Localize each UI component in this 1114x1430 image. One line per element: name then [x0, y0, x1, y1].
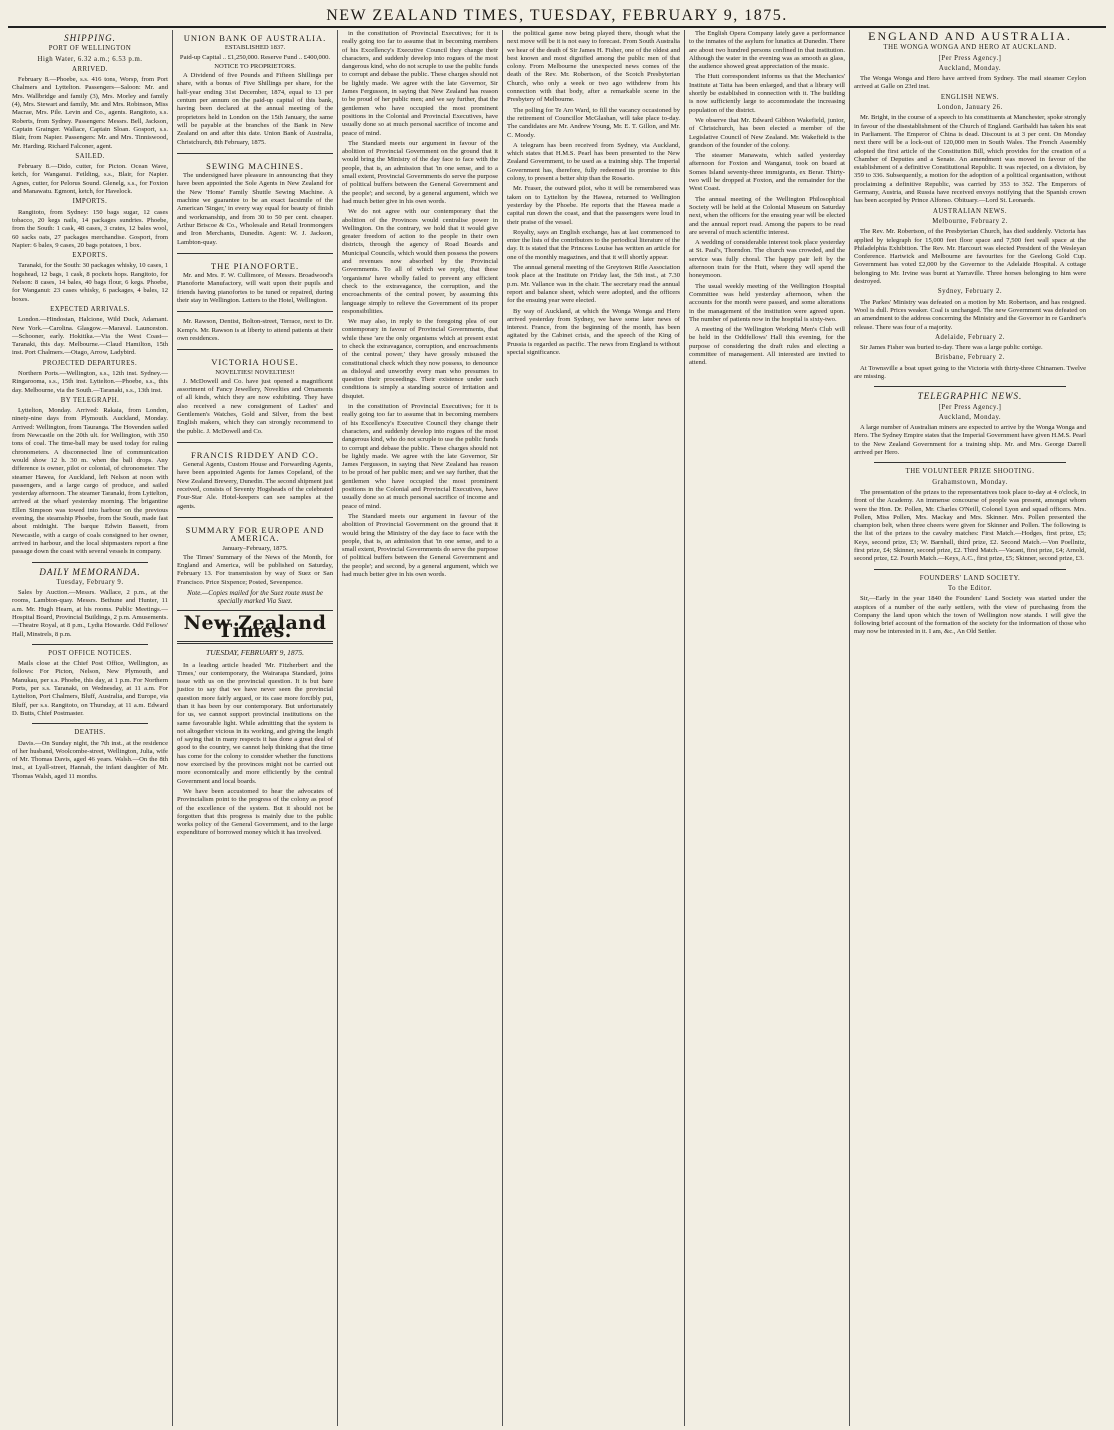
column-3: [338, 30, 503, 1426]
sewing-machines-ad: [177, 158, 333, 254]
victoria-house-title: VICTORIA HOUSE.: [211, 357, 299, 368]
founders-text: Sir,—Early in the year 1840 the Founders' Land Society was started under the auspices of a number of the early settlers, with the view of purchasing from the Company the land upon which the town of Wellington now stands. I will give the following brief account of the formation of the society for the information of those who may now be interested in it. I am, &c., An Old Settler.: [854, 595, 1086, 636]
dentist-ad: [177, 316, 333, 350]
column-2: [173, 30, 338, 1426]
england-australia-heading: ENGLAND AND AUSTRALIA.: [868, 30, 1072, 43]
port-heading: PORT OF WELLINGTON: [48, 45, 132, 53]
volunteer-heading: THE VOLUNTEER PRIZE SHOOTING.: [905, 468, 1035, 476]
melbourne-dateline: Melbourne, February 2.: [932, 217, 1008, 225]
leader-paragraph: We have been accustomed to hear the advocates of Provincialism point to the progress of the colony as proof of the excellence of the system. But it should not be forgotten that this progress is mainly due to the public works policy of the General Government, and to the large expenditure of borrowed money which it has involved.: [177, 787, 333, 837]
sewing-machines-text: The undersigned have pleasure in announcing that they have been appointed the Sole Agents in New Zealand for the New 'Home' Family Shuttle Sewing Machine. A machine we guarantee to be an exact facsimile of the American 'Singer,' in every way equal for beauty of finish and workmanship, and from 30 to 50 per cent. cheaper. Arthur Briscoe & Co., Wholesale and Retail Ironmongers and Iron Merchants, Dunedin. Agent: W. J. Jackson, Lambton-quay.: [177, 172, 333, 246]
union-bank-notice: NOTICE TO PROPRIETORS.: [214, 62, 296, 70]
wonga-text: The Wonga Wonga and Hero have arrived from Sydney. The mail steamer Ceylon arrived at Galle on 23rd inst.: [854, 75, 1086, 91]
news-paragraph: By way of Auckland, at which the Wonga Wonga and Hero arrived yesterday from Sydney, we have some later news of interest. France, from the beginning of the month, has been agitated by the Cabinet crisis, and the speech of the King of Prussia is regarded as pacific. The news from England is without special significance.: [507, 307, 680, 356]
high-water: High Water, 6.32 a.m.; 6.53 p.m.: [37, 55, 143, 63]
columns: [8, 30, 1106, 1426]
summary-sub: January–February, 1875.: [222, 544, 288, 552]
news-paragraph: The annual general meeting of the Greytown Rifle Association took place at the Institute on Friday last, the 5th inst., at 7.30 p.m. Mr. Vallance was in the chair. The secretary read the annual report and balance sheet, which were adopted, and the officers for the ensuing year were elected.: [507, 264, 680, 305]
masthead: NEW ZEALAND TIMES, TUESDAY, FEBRUARY 9, 1875.: [8, 6, 1106, 28]
divider: [874, 569, 1066, 570]
union-bank-established: ESTABLISHED 1837.: [224, 44, 286, 52]
australian-news-heading: AUSTRALIAN NEWS.: [932, 207, 1008, 215]
adelaide-dateline: Adelaide, February 2.: [935, 333, 1005, 341]
divider: [32, 723, 148, 724]
imports-heading: IMPORTS.: [72, 198, 108, 206]
arrived-heading: ARRIVED.: [72, 65, 108, 73]
news-paragraph: The Hutt correspondent informs us that the Mechanics' Institute at Taita has been enlarged, and that a library will shortly be established in connection with it. The building is now sufficiently large to accommodate the increasing population of the district.: [689, 73, 845, 114]
exports-heading: EXPORTS.: [72, 252, 108, 260]
article-paragraph: in the constitution of Provincial Executives; for it is really going too far to assume that in becoming members of his Excellency's Executive Council they change their characters, and suddenly develop into rogues of the most dangerous kind, who do not scruple to use the public funds to corrupt and debase the public. These charges should not be lightly made. We agree with the late Governor, Sir James Fergusson, in saying that New Zealand has reason to be proud of her public men; and we say further, that the gentlemen who have occupied the most prominent positions in the Colonial and Provincial Executives, have usually done so at much personal sacrifice of income and peace of mind.: [342, 403, 498, 510]
divider: [32, 562, 148, 563]
english-news-text: Mr. Bright, in the course of a speech to his constituents at Manchester, spoke strongly in favour of the disestablishment of the Church of England. Garibaldi has taken his seat in Parliament. The Emperor of China is dead. Discount is at 3 per cent. On Monday next there will be a lock-out of 120,000 men in South Wales. The French Assembly adopted the first article of the Constitution Bill, which provides for the creation of a Chamber of Deputies and a Senate. An amendment was moved in favour of the establishment of a definitive Constitutional Republic. It was rejected, on a division, by 359 to 336. Subsequently, a motion for the adoption of a political organisation, without proclaiming a definitive Republic, was carried by 353 to 352. The Emperors of Germany, Austria, and Russia have received envoys notifying that the Spanish crown has been accepted by Prince Alfonso. Obituary.—Lord St. Leonards.: [854, 114, 1086, 205]
news-paragraph: The English Opera Company lately gave a performance to the inmates of the asylum for lunatics at Dunedin. There are about two hundred persons confined in that institution. Although the water in the evening was as smooth as glass, the audience showed great appreciation of the music.: [689, 30, 845, 71]
divider: [32, 644, 148, 645]
deaths-heading: DEATHS.: [74, 729, 106, 737]
volunteer-text: The presentation of the prizes to the representatives took place to-day at 4 o'clock, in front of the Academy. An immense concourse of people was present, amongst whom were the Hon. Dr. Pollen, Mr. Charles O'Neill, Colonel Lyon and squad officers. Mrs. Pollen, Miss Pollen, Mrs. Mackay and Mrs. Skinner. Mrs. Pollen presented the champion belt, when three cheers were given for Skinner and Pollen. The following is the list of the prizes to the cavalry matches: First Match.—Hodges, first prize, £5; Keys, second prize, £3; W. Barnhall, third prize, £2. Second Match.—Von Poellnitz, first prize, £4; Skinner, second prize, £2. Third Match.—Vacant, first prize, £4; Arnold, second prize, £2. Fourth Match.—Keys, A.C., first prize, £5; Skinner, second prize, £3.: [854, 488, 1086, 563]
wonga-heading: THE WONGA WONGA AND HERO AT AUCKLAND.: [883, 44, 1057, 52]
article-paragraph: in the constitution of Provincial Executives; for it is really going too far to assume that in becoming members of his Excellency's Executive Council they change their characters, and suddenly develop into rogues of the most dangerous kind, who do not scruple to use the public funds to corrupt and debase the public. These charges should not be lightly made. We agree with the late Governor, Sir James Fergusson, in saying that New Zealand has reason to be proud of her public men; and we say further, that the gentlemen who have occupied the most prominent positions in the Colonial and Provincial Executives, have usually done so at much personal sacrifice of income and peace of mind.: [342, 30, 498, 137]
column-6: [850, 30, 1090, 1426]
news-paragraph: The steamer Manawatu, which sailed yesterday afternoon for Foxton and Wanganui, took on board at Somes Island seventy-three immigrants, ex Berar. Thirty-two will be dropped at Foxton, and the remainder for the West Coast.: [689, 152, 845, 193]
news-paragraph: Royalty, says an English exchange, has at last commenced to enter the lists of the contributors to the periodical literature of the day. It is stated that the Princess Louise has written an article for one of the monthly magazines, and that it will shortly appear.: [507, 228, 680, 261]
deaths-text: Davis.—On Sunday night, the 7th inst., at the residence of her husband, Woolcombe-street, Wellington, Julia, wife of Mr. Thomas Davis, aged 46 years. Walsh.—On the 8th inst., at Lyall-street, Hannah, the infant daughter of Mr. Thomas Walsh, aged 11 months.: [12, 739, 168, 780]
pianoforte-text: Mr. and Mrs. F. W. Cullimore, of Messrs. Broadwood's Pianoforte Manufactory, will wait upon their pupils and friends having pianofortes to be tuned or repaired, during their stay in Wellington. Letters to the Hotel, Wellington.: [177, 272, 333, 305]
news-paragraph: The polling for Te Aro Ward, to fill the vacancy occasioned by the retirement of Councillor McGlashan, will take place to-day. The candidates are Mr. Andrew Young, Mr. E. T. Gillon, and Mr. C. Moody.: [507, 106, 680, 139]
divider: [874, 462, 1066, 463]
brisbane-text: At Townsville a boat upset going to the Victoria with thirty-three Chinamen. Twelve are missing.: [854, 364, 1086, 380]
founders-heading: FOUNDERS' LAND SOCIETY.: [919, 574, 1021, 582]
news-paragraph: A wedding of considerable interest took place yesterday at St. Paul's, Thorndon. The church was crowded, and the service was fully choral. The happy pair left by the afternoon train for the Hutt, where they will spend the honeymoon.: [689, 239, 845, 280]
english-news-heading: ENGLISH NEWS.: [940, 93, 1000, 101]
nameplate: New Zealand Times.: [183, 611, 327, 642]
leader-dateline: TUESDAY, FEBRUARY 9, 1875.: [206, 648, 304, 658]
imports-text: Rangitoto, from Sydney: 150 bags sugar, 12 cases tobacco, 20 kegs nails, 14 packages sundries. Phoebe, from the South: 1 cask, 48 cases, 3 crates, 12 bales wool, 60 sacks oats, 27 packages merchandise. Gosport, from Napier: 6 bales, 9 cases, 20 bags potatoes, 1 box.: [12, 208, 168, 249]
memoranda-heading: DAILY MEMORANDA.: [39, 566, 141, 577]
memoranda-date: Tuesday, February 9.: [56, 578, 124, 586]
article-paragraph: We may also, in reply to the foregoing plea of our contemporary in favour of Provincial Governments, that while these 'are the only organisms which at present exist to check the extravagance, corruption, and encroachments of the central power,' they have grossly misused the constitutional check which they now possess, to denounce as disloyal and unworthy every man who presumes to question their proceedings. Their existence under such conditions is simply a standing source of irritation and disquiet.: [342, 318, 498, 400]
adelaide-text: Sir James Fisher was buried to-day. There was a large public cortège.: [860, 344, 1043, 352]
volunteer-dateline: Grahamstown, Monday.: [932, 478, 1008, 486]
news-paragraph: A telegram has been received from Sydney, via Auckland, which states that H.M.S. Pearl has been presented to the New Zealand Government, to be used as a training ship. The Imperial Government has, therefore, fully redeemed its promise to this colony, to present a better ship than the Rosario.: [507, 141, 680, 183]
victoria-house-sub: NOVELTIES! NOVELTIES!!: [215, 368, 295, 376]
column-4: [503, 30, 685, 1426]
press-agency: [Per Press Agency.]: [938, 54, 1002, 62]
australian-news-text: The Rev. Mr. Robertson, of the Presbyterian Church, has died suddenly. Victoria has applied by telegraph for 15,000 feet floor space and 7,500 feet wall space at the Philadelphia Exhibition. The Rev. Mr. Harcourt was elected President of the Wesleyan Conference. Hartwick and Melbourne are favourites for the Geelong Gold Cup. Government has voted £2,000 by the Governor to the Adelaide Hospital. A cottage belonging to Mr. Irvine was burnt at Yarraville. Three horses belonging to him were destroyed.: [854, 228, 1086, 286]
sailed-text: February 8.—Dido, cutter, for Picton. Ocean Wave, ketch, for Wanganui. Feilding, s.s., Blair, for Napier. Agnes, cutter, for Pelorus Sound. Glenelg, s.s., for Foxton and Manawatu. Egmont, ketch, for Havelock.: [12, 163, 168, 196]
telegraphic-news-heading: TELEGRAPHIC NEWS.: [917, 391, 1023, 402]
projected-text: Northern Ports.—Wellington, s.s., 12th inst. Sydney.—Ringarooma, s.s., 15th inst. Lyttelton.—Phoebe, s.s., this day. Melbourne, via the South.—Taranaki, s.s., 13th inst.: [12, 369, 168, 394]
news-paragraph: Mr. Fraser, the outward pilot, who it will be remembered was taken on to Lyttelton by the Hawea, returned to Wellington yesterday by the Phoebe. He reports that the Hawea made a capital run down the coast, and that the passengers were loud in their praise of the vessel.: [507, 185, 680, 226]
auckland-dateline: Auckland, Monday.: [938, 64, 1002, 72]
news-paragraph: The usual weekly meeting of the Wellington Hospital Committee was held yesterday afternoon, when the accounts for the month were passed, and some alterations in the management of the institution were agreed upon. The number of patients now in the hospital is sixty-two.: [689, 282, 845, 323]
tele-auckland-dateline: Auckland, Monday.: [938, 413, 1002, 421]
pianoforte-title: THE PIANOFORTE.: [210, 260, 300, 271]
divider: [874, 386, 1066, 387]
article-paragraph: We do not agree with our contemporary that the abolition of the Provinces would centralise power in Wellington. On the contrary, we hold that it would give greater freedom of action to the people in their own districts, through the agency of Road Boards and Municipal Councils, which would then possess the powers and revenues now absorbed by the Provincial Governments. To all of which we reply, that these 'organisms' have wholly failed to prevent any efficient check to the extravagance, the corruption, and the encroachments of the central power, by assuming this language simply to relieve the Government of its proper responsibilities.: [342, 208, 498, 315]
leader-paragraph: In a leading article headed 'Mr. Fitzherbert and the Times,' our contemporary, the Wairarapa Standard, joins issue with us on the provincial question. It is but bare justice to say that we have never seen the provincial question more fairly argued, or its case more forcibly put, than it has been by our contemporary. But unfortunately for us, we cannot support provincial institutions on the same favourable light. While admitting that the system is not altogether vicious in its working, and giving the length of saying that in many respects it has done a great deal of good to the country, we cannot help thinking that the time has come for the colony to consider whether the functions now exercised by the provinces might not be carried out more economically and more efficiently by the central Government and local boards.: [177, 661, 333, 785]
news-paragraph: A meeting of the Wellington Working Men's Club will be held in the Oddfellows' Hall this evening, for the purpose of considering the draft rules and electing a committee of management. All interested are invited to attend.: [689, 326, 845, 367]
summary-text: The Times' Summary of the News of the Month, for England and America, will be published on Saturday, February 13. For transmission by way of Suez or San Francisco. Price Sixpence; Posted, Sevenpence.: [177, 553, 333, 586]
telegraph-heading: BY TELEGRAPH.: [60, 396, 120, 404]
exports-text: Taranaki, for the South: 30 packages whisky, 10 cases, 1 hogshead, 12 bags, 1 cask, 8 pockets hops. Rangitoto, for Nelson: 8 cases, 14 bales, 40 bags flour, 6 kegs. Phoebe, for Wanganui: 23 cases whisky, 6 packages, 4 bales, 12 boxes.: [12, 262, 168, 303]
union-bank-title: UNION BANK OF AUSTRALIA.: [183, 33, 327, 43]
news-paragraph: The annual meeting of the Wellington Philosophical Society will be held at the Colonial Museum on Saturday next, when the officers for the ensuing year will be elected and the annual report read. Among the papers to be read are several of much scientific interest.: [689, 195, 845, 236]
founders-salutation: To the Editor.: [947, 584, 993, 592]
column-5: [685, 30, 850, 1426]
shipping-heading: SHIPPING.: [64, 33, 116, 43]
projected-heading: PROJECTED DEPARTURES.: [42, 359, 138, 367]
column-1: [8, 30, 173, 1426]
arrived-text: February 8.—Phoebe, s.s. 416 tons, Worsp, from Port Chalmers and Lyttelton. Passengers—Saloon: Mr. and Mrs. Wallbridge and family (3), Mrs. Morley and family (4), Mrs. Stewart and family, Mr. and Mrs. Robinson, Miss Macrae, Mrs. Pile. Levin and Co., agents. Rangitoto, s.s. Roberts, from Sydney. Passengers: Messrs. Bell, Jackson, Captain Grainger. Wallace, Captain Sloan. Gosport, s.s. Blair, from Napier. Passengers: Mr. and Mrs. Tinniswood, Mr. Harding. Richard Falconer, agent.: [12, 76, 168, 150]
memoranda-text: Sales by Auction.—Messrs. Wallace, 2 p.m., at the rooms, Lambton-quay. Messrs. Bethune and Hunter, 11 a.m. Mr. Hugh Hearn, at his rooms. Public Meetings.—Hospital Board, Provincial Buildings, 2 p.m. Amusements.—Theatre Royal, at 8 p.m., Lydia Howarde. Odd Fellows' Hall, Minstrels, 8 p.m.: [12, 589, 168, 638]
sydney-dateline: Sydney, February 2.: [937, 288, 1003, 296]
post-office-heading: POST OFFICE NOTICES.: [48, 649, 132, 657]
london-dateline: London, January 26.: [937, 104, 1003, 112]
union-bank-text: A Dividend of five Pounds and Fifteen Shillings per share, with a bonus of Five Shillings per share, for the half-year ending 31st December, 1874, equal to 13 per centum per annum on the paid-up capital of this bank, having been declared at the annual meeting of the proprietors held in London on the 15th January, the same will be payable at the branches of the Bank in New Zealand on and after this date. Union Bank of Australia, Christchurch, 8th February, 1875.: [177, 72, 333, 146]
union-bank-ad: [177, 30, 333, 154]
expected-heading: EXPECTED ARRIVALS.: [50, 305, 130, 313]
summary-title: SUMMARY FOR EUROPE AND AMERICA.: [185, 524, 325, 544]
news-paragraph: the political game now being played there, though what the next move will be it is not easy to forecast. From South Australia we hear of the death of Sir James H. Fisher, one of the oldest and best known and most dignified among the public men of that colony. From Melbourne the unexpected news comes of the death of the Rev. Mr. Robertson, of the Scotch Presbyterian Church, who only a week or two ago withdrew from his connection with that body, after a remarkable scene in the Presbytery of Melbourne.: [507, 30, 680, 104]
post-office-text: Mails close at the Chief Post Office, Wellington, as follows: For Picton, Nelson, New Plymouth, and Manukau, per s.s. Phoebe, this day, at 1 p.m. For Northern Ports, per s.s. Taranaki, on Wednesday, at 11 a.m. For Lyttelton, Port Chalmers, Bluff, Australia, and Europe, via Bluff, per s.s. Rangitoto, on Thursday, at 11 a.m. Edward D. Butts, Chief Postmaster.: [12, 660, 168, 717]
sewing-machines-title: SEWING MACHINES.: [206, 160, 304, 171]
victoria-house-ad: [177, 354, 333, 443]
summary-note: Note.—Copies mailed for the Suez route must be specially marked Via Suez.: [187, 589, 323, 606]
pianoforte-ad: [177, 258, 333, 312]
dentist-text: Mr. Rawson, Dentist, Bolton-street, Terrace, next to Dr. Kemp's. Mr. Rawson is at liberty to attend patients at their own residences.: [177, 318, 333, 342]
brisbane-dateline: Brisbane, February 2.: [935, 354, 1005, 362]
article-paragraph: The Standard meets our argument in favour of the abolition of Provincial Government on the ground that it would bring the Ministry of the day face to face with the people, that is, an admission that 'in one sense, and to a small extent, Provincial Governments do serve the purpose of political buffers between the General Government and the people'; and second, by a general argument, which we had much better give in his own words.: [342, 512, 498, 578]
francis-riddey-text: General Agents, Custom House and Forwarding Agents, have been appointed Agents for James Copeland, of the New Zealand Brewery, Dunedin. The second shipment just received, consists of Seventy Hogsheads of the celebrated Four-Star Ale. Hotel-keepers can see samples at the agents.: [177, 461, 333, 510]
union-bank-capital: Paid-up Capital .. £1,250,000. Reserve Fund .. £400,000.: [179, 53, 331, 61]
sydney-text: The Parkes' Ministry was defeated on a motion by Mr. Robertson, and has resigned. Wool is dull. Prices weaker. Coal is unchanged. The new Government was defeated on an amendment to the address concerning the Ministry and the Governor in re Gardiner's release. There was four of a majority.: [854, 298, 1086, 331]
victoria-house-text: J. McDowell and Co. have just opened a magnificent assortment of Fancy Jewellery, Novelties and Ornaments of all kinds, which they are now exhibiting. They have also received a new consignment of Ladies' and Gentlemen's Watches, Gold and Silver, from the best English makers, which they can strongly recommend to the public. J. McDowell and Co.: [177, 377, 333, 435]
sailed-heading: SAILED.: [75, 152, 105, 160]
francis-riddey-title: FRANCIS RIDDEY AND CO.: [191, 449, 319, 460]
telegraphic-text: A large number of Australian miners are expected to arrive by the Wonga Wonga and Hero. The Sydney Empire states that the Imperial Government have given H.M.S. Pearl to the New Zealand Government for a training ship. Mr. and Mrs. George Darrell arrived per Hero.: [854, 424, 1086, 457]
telegraph-text: Lyttelton, Monday. Arrived: Rakaia, from London, ninety-nine days from Plymouth. Auckland, Monday. Arrived: Wellington, from Tauranga. The Hovenden sailed from Newcastle on the 20th ult. for Wellington, with 350 tons of coal. The time-ball may be used today for ruling chronometers. A disconnected line of communication would show 12 h. 30 m. when the ball drops. Any difference is owner, pilot or colonial, of chronometer. The steamer Hawea, for Auckland, left Nelson at noon with passengers, and a large cargo of produce, and sailed yesterday afternoon. The steamer Taranaki, from Lyttelton, arrived at the wharf yesterday morning. The brigantine Ellen Simpson was towed into harbour on the previous evening, the steamship Phoebe, from the South, made fast about midnight. The barque Edwin Bassett, from Newcastle, with a cargo of coals consigned to her owner, arrived in harbour, and the local shipmasters report a fine passage down the coast with several vessels in company.: [12, 407, 168, 556]
tele-press-agency: [Per Press Agency.]: [938, 403, 1002, 411]
francis-riddey-ad: [177, 447, 333, 518]
summary-ad: [177, 522, 333, 611]
news-paragraph: We observe that Mr. Edward Gibbon Wakefield, junior, of Christchurch, has been elected a member of the Legislative Council of New Zealand. Mr. Wakefield is the grandson of the founder of the colony.: [689, 116, 845, 149]
expected-text: London.—Hindostan, Halcione, Wild Duck, Adamant. New York.—Carolina. Glasgow.—Maraval. Launceston.—Schooner, early. Hokitika.—Via the West Coast—Taranaki, this day. Melbourne.—Claud Hamilton, 15th inst. Port Chalmers.—Otago, Arrow, Ladybird.: [12, 316, 168, 357]
article-paragraph: The Standard meets our argument in favour of the abolition of Provincial Government on the ground that it would bring the Ministry of the day face to face with the people, that is, an admission that 'in one sense, and to a small extent, Provincial Governments do serve the purpose of political buffers between the General Government and the people'; and second, by a general argument, which we had much better give in his own words.: [342, 139, 498, 205]
